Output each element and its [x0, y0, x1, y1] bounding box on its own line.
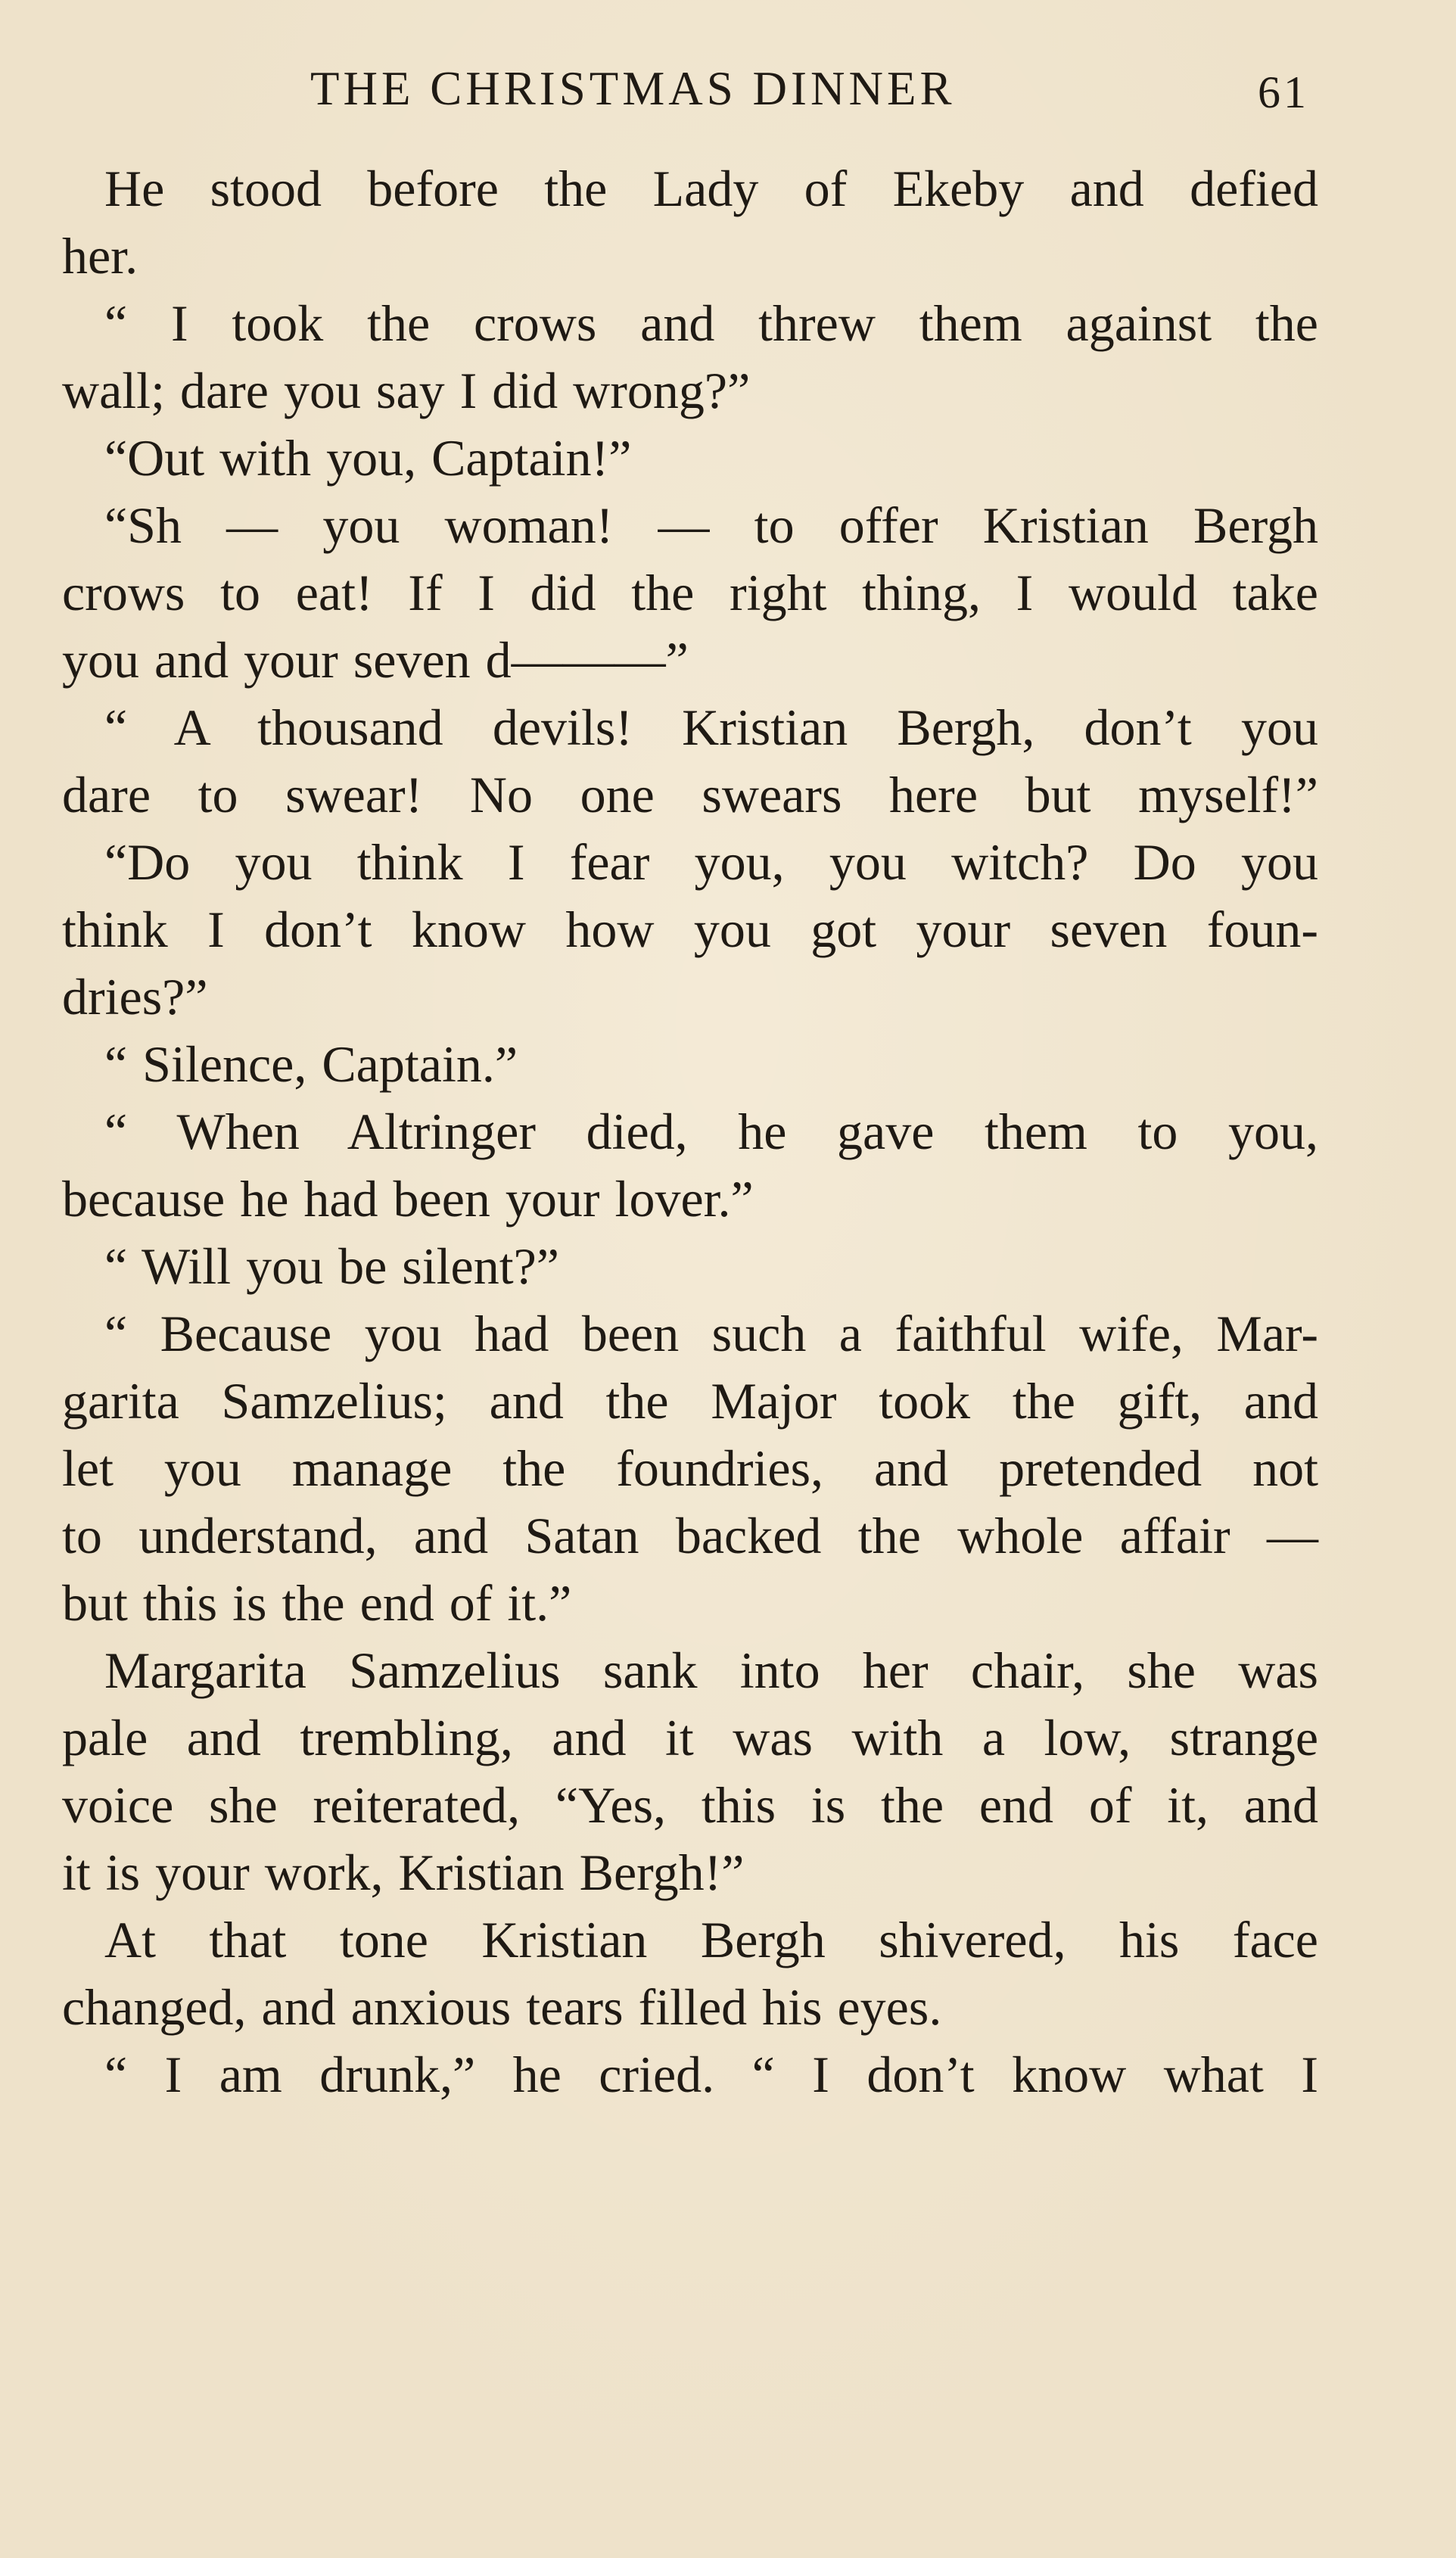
text-line: At that tone Kristian Bergh shivered, his face — [104, 1911, 1318, 1968]
text-line: let you manage the foundries, and pretended not — [62, 1439, 1318, 1497]
text-line: “ I am drunk,” he cried. “ I don’t know what I — [104, 2046, 1318, 2103]
page-number: 61 — [1258, 67, 1309, 117]
text-line: “ Silence, Captain.” — [104, 1035, 518, 1093]
text-line: dries?” — [62, 968, 208, 1025]
text-line: “ Will you be silent?” — [104, 1237, 559, 1295]
text-line: “Sh — you woman! — to offer Kristian Bergh — [104, 496, 1318, 554]
text-line: crows to eat! If I did the right thing, I would take — [62, 564, 1318, 621]
text-line: because he had been your lover.” — [62, 1170, 754, 1228]
text-line: to understand, and Satan backed the whole affair — — [62, 1507, 1318, 1564]
text-line: wall; dare you say I did wrong?” — [62, 362, 751, 419]
text-line: Margarita Samzelius sank into her chair, she was — [104, 1642, 1318, 1699]
text-line: it is your work, Kristian Bergh!” — [62, 1844, 745, 1901]
text-line: you and your seven d———” — [62, 631, 689, 689]
text-line: changed, and anxious tears filled his eyes. — [62, 1978, 942, 2036]
text-line: He stood before the Lady of Ekeby and defied — [104, 160, 1318, 217]
text-line: “ A thousand devils! Kristian Bergh, don’t you — [104, 699, 1318, 756]
running-head-title: THE CHRISTMAS DINNER — [310, 62, 956, 115]
text-line: pale and trembling, and it was with a low, strange — [62, 1709, 1318, 1766]
text-line: “ Because you had been such a faithful wife, Mar- — [104, 1305, 1318, 1362]
text-line: but this is the end of it.” — [62, 1574, 572, 1632]
text-line: “Do you think I fear you, you witch? Do you — [104, 833, 1318, 891]
text-line: think I don’t know how you got your seven foun- — [62, 901, 1318, 958]
body-text — [62, 155, 1318, 2108]
text-line: “Out with you, Captain!” — [104, 429, 632, 487]
text-line: “ I took the crows and threw them against the — [104, 294, 1318, 352]
text-line: “ When Altringer died, he gave them to you, — [104, 1103, 1318, 1160]
text-line: dare to swear! No one swears here but myself!” — [62, 766, 1318, 823]
text-line: voice she reiterated, “Yes, this is the end of it, and — [62, 1776, 1318, 1834]
text-line: her. — [62, 227, 138, 285]
text-line: garita Samzelius; and the Major took the gift, and — [62, 1372, 1318, 1430]
